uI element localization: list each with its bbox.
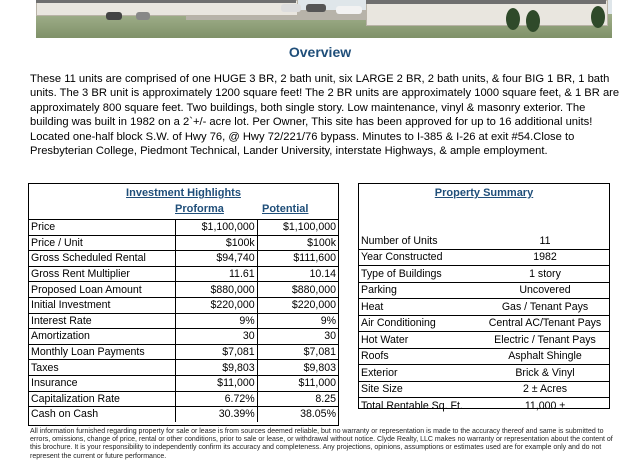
row-label: Cash on Cash [29, 407, 176, 422]
property-summary-heading: Property Summary [434, 187, 534, 199]
table-row [29, 391, 338, 407]
proforma-value: $7,081 [176, 344, 257, 360]
row-label: Interest Rate [29, 313, 176, 329]
row-label: Parking [359, 282, 481, 299]
row-label: Site Size [359, 381, 481, 398]
row-label: Number of Units [361, 234, 438, 247]
proforma-value: 6.72% [176, 391, 257, 407]
table-row [359, 348, 609, 365]
table-row [29, 282, 338, 298]
row-label: Gross Rent Multiplier [29, 266, 176, 282]
table-row [359, 381, 609, 398]
table-row [29, 235, 338, 251]
table-row [29, 344, 338, 360]
row-label: Type of Buildings [359, 266, 481, 283]
row-label: Insurance [29, 375, 176, 391]
table-row [29, 360, 338, 376]
proforma-value: $9,803 [176, 360, 257, 376]
row-label: Capitalization Rate [29, 391, 176, 407]
row-value: 1982 [481, 249, 609, 266]
table-row [359, 332, 609, 349]
row-value: 1 story [481, 266, 609, 283]
potential-value: 30 [257, 329, 338, 345]
proforma-value: 9% [176, 313, 257, 329]
table-row [29, 407, 338, 422]
page-title: Overview [288, 44, 352, 60]
potential-value: 10.14 [257, 266, 338, 282]
potential-value: $880,000 [257, 282, 338, 298]
investment-rows [29, 219, 338, 422]
property-photo [36, 0, 612, 38]
table-row [359, 233, 609, 249]
proforma-value: $94,740 [176, 251, 257, 267]
table-row [29, 329, 338, 345]
row-label: Air Conditioning [359, 315, 481, 332]
row-label: Proposed Loan Amount [29, 282, 176, 298]
table-row [359, 266, 609, 283]
row-label: Hot Water [359, 332, 481, 349]
potential-value: $100k [257, 235, 338, 251]
table-row [359, 398, 609, 414]
table-row [359, 315, 609, 332]
potential-value: 38.05% [257, 407, 338, 422]
potential-value: $9,803 [257, 360, 338, 376]
table-row [29, 297, 338, 313]
row-label: Price / Unit [29, 235, 176, 251]
table-row [359, 365, 609, 382]
table-row [29, 313, 338, 329]
row-label: Exterior [359, 365, 481, 382]
row-value: 11 [539, 234, 551, 247]
proforma-value: 30.39% [176, 407, 257, 422]
table-row [29, 266, 338, 282]
proforma-value: $11,000 [176, 375, 257, 391]
proforma-value: $100k [176, 235, 257, 251]
table-row [29, 375, 338, 391]
potential-value: 8.25 [257, 391, 338, 407]
proforma-value: $1,100,000 [176, 220, 257, 236]
row-label: Monthly Loan Payments [29, 344, 176, 360]
table-row [359, 282, 609, 299]
table-row [359, 299, 609, 316]
property-rows [359, 233, 609, 414]
row-value: 11,000 ± [481, 398, 609, 414]
potential-value: $111,600 [257, 251, 338, 267]
potential-value: $1,100,000 [257, 220, 338, 236]
row-value: Central AC/Tenant Pays [481, 315, 609, 332]
row-value: Asphalt Shingle [481, 348, 609, 365]
table-row [29, 251, 338, 267]
investment-highlights-table [28, 183, 339, 426]
proforma-value: $880,000 [176, 282, 257, 298]
proforma-value: $220,000 [176, 297, 257, 313]
row-value: Uncovered [481, 282, 609, 299]
potential-column-header: Potential [262, 203, 309, 215]
row-label: Heat [359, 299, 481, 316]
row-label: Roofs [359, 348, 481, 365]
row-label: Total Rentable Sq. Ft. [359, 398, 481, 414]
row-label: Year Constructed [359, 249, 481, 266]
investment-heading: Investment Highlights [126, 187, 241, 199]
row-value: Gas / Tenant Pays [481, 299, 609, 316]
proforma-column-header: Proforma [175, 203, 224, 215]
row-value: Brick & Vinyl [481, 365, 609, 382]
proforma-value: 30 [176, 329, 257, 345]
row-value: 2 ± Acres [481, 381, 609, 398]
row-label: Taxes [29, 360, 176, 376]
row-label: Initial Investment [29, 297, 176, 313]
property-summary-table [358, 183, 610, 412]
disclaimer-text: All information furnished regarding property for sale or lease is from sources deemed reliable, but no warranty or representation is made to the accuracy thereof and same is submitted to errors, omissions, change of price, rental or other conditions, prior to sale or lease, or withdrawal without notice. Clyde Realty, LLC makes no warranty or representation about the content of this brochure. It is your responsibility to independently confirm its accuracy and completeness. Any projections, opinions, assumptions or estimates used are for example only and do not represent the current or future performance. [30, 428, 613, 460]
row-value: Electric / Tenant Pays [481, 332, 609, 349]
potential-value: 9% [257, 313, 338, 329]
proforma-value: 11.61 [176, 266, 257, 282]
potential-value: $220,000 [257, 297, 338, 313]
row-label: Price [29, 220, 176, 236]
overview-description: These 11 units are comprised of one HUGE 3 BR, 2 bath unit, six LARGE 2 BR, 2 bath units, & four BIG 1 BR, 1 bath units. The 3 BR unit is approximately 1200 square feet! The 2 BR units are approximately 1000 square feet, & 1 BR are approximately 800 square feet. Two buildings, both single story. Low maintenance, vinyl & masonry exterior. The building was built in 1982 on a 2`+/- acre lot. Per Owner, This site has been approved for up to 16 additional units! Located one-half block S.W. of Hwy 76, @ Hwy 72/221/76 bypass. Minutes to I-385 & I-26 at exit #54.Close to Presbyterian College, Piedmont Technical, Lander University, interstate Highways, & ample employment. [30, 73, 620, 158]
potential-value: $7,081 [257, 344, 338, 360]
row-label: Gross Scheduled Rental [29, 251, 176, 267]
table-row [29, 220, 338, 236]
row-label: Amortization [29, 329, 176, 345]
table-row [359, 249, 609, 266]
potential-value: $11,000 [257, 375, 338, 391]
